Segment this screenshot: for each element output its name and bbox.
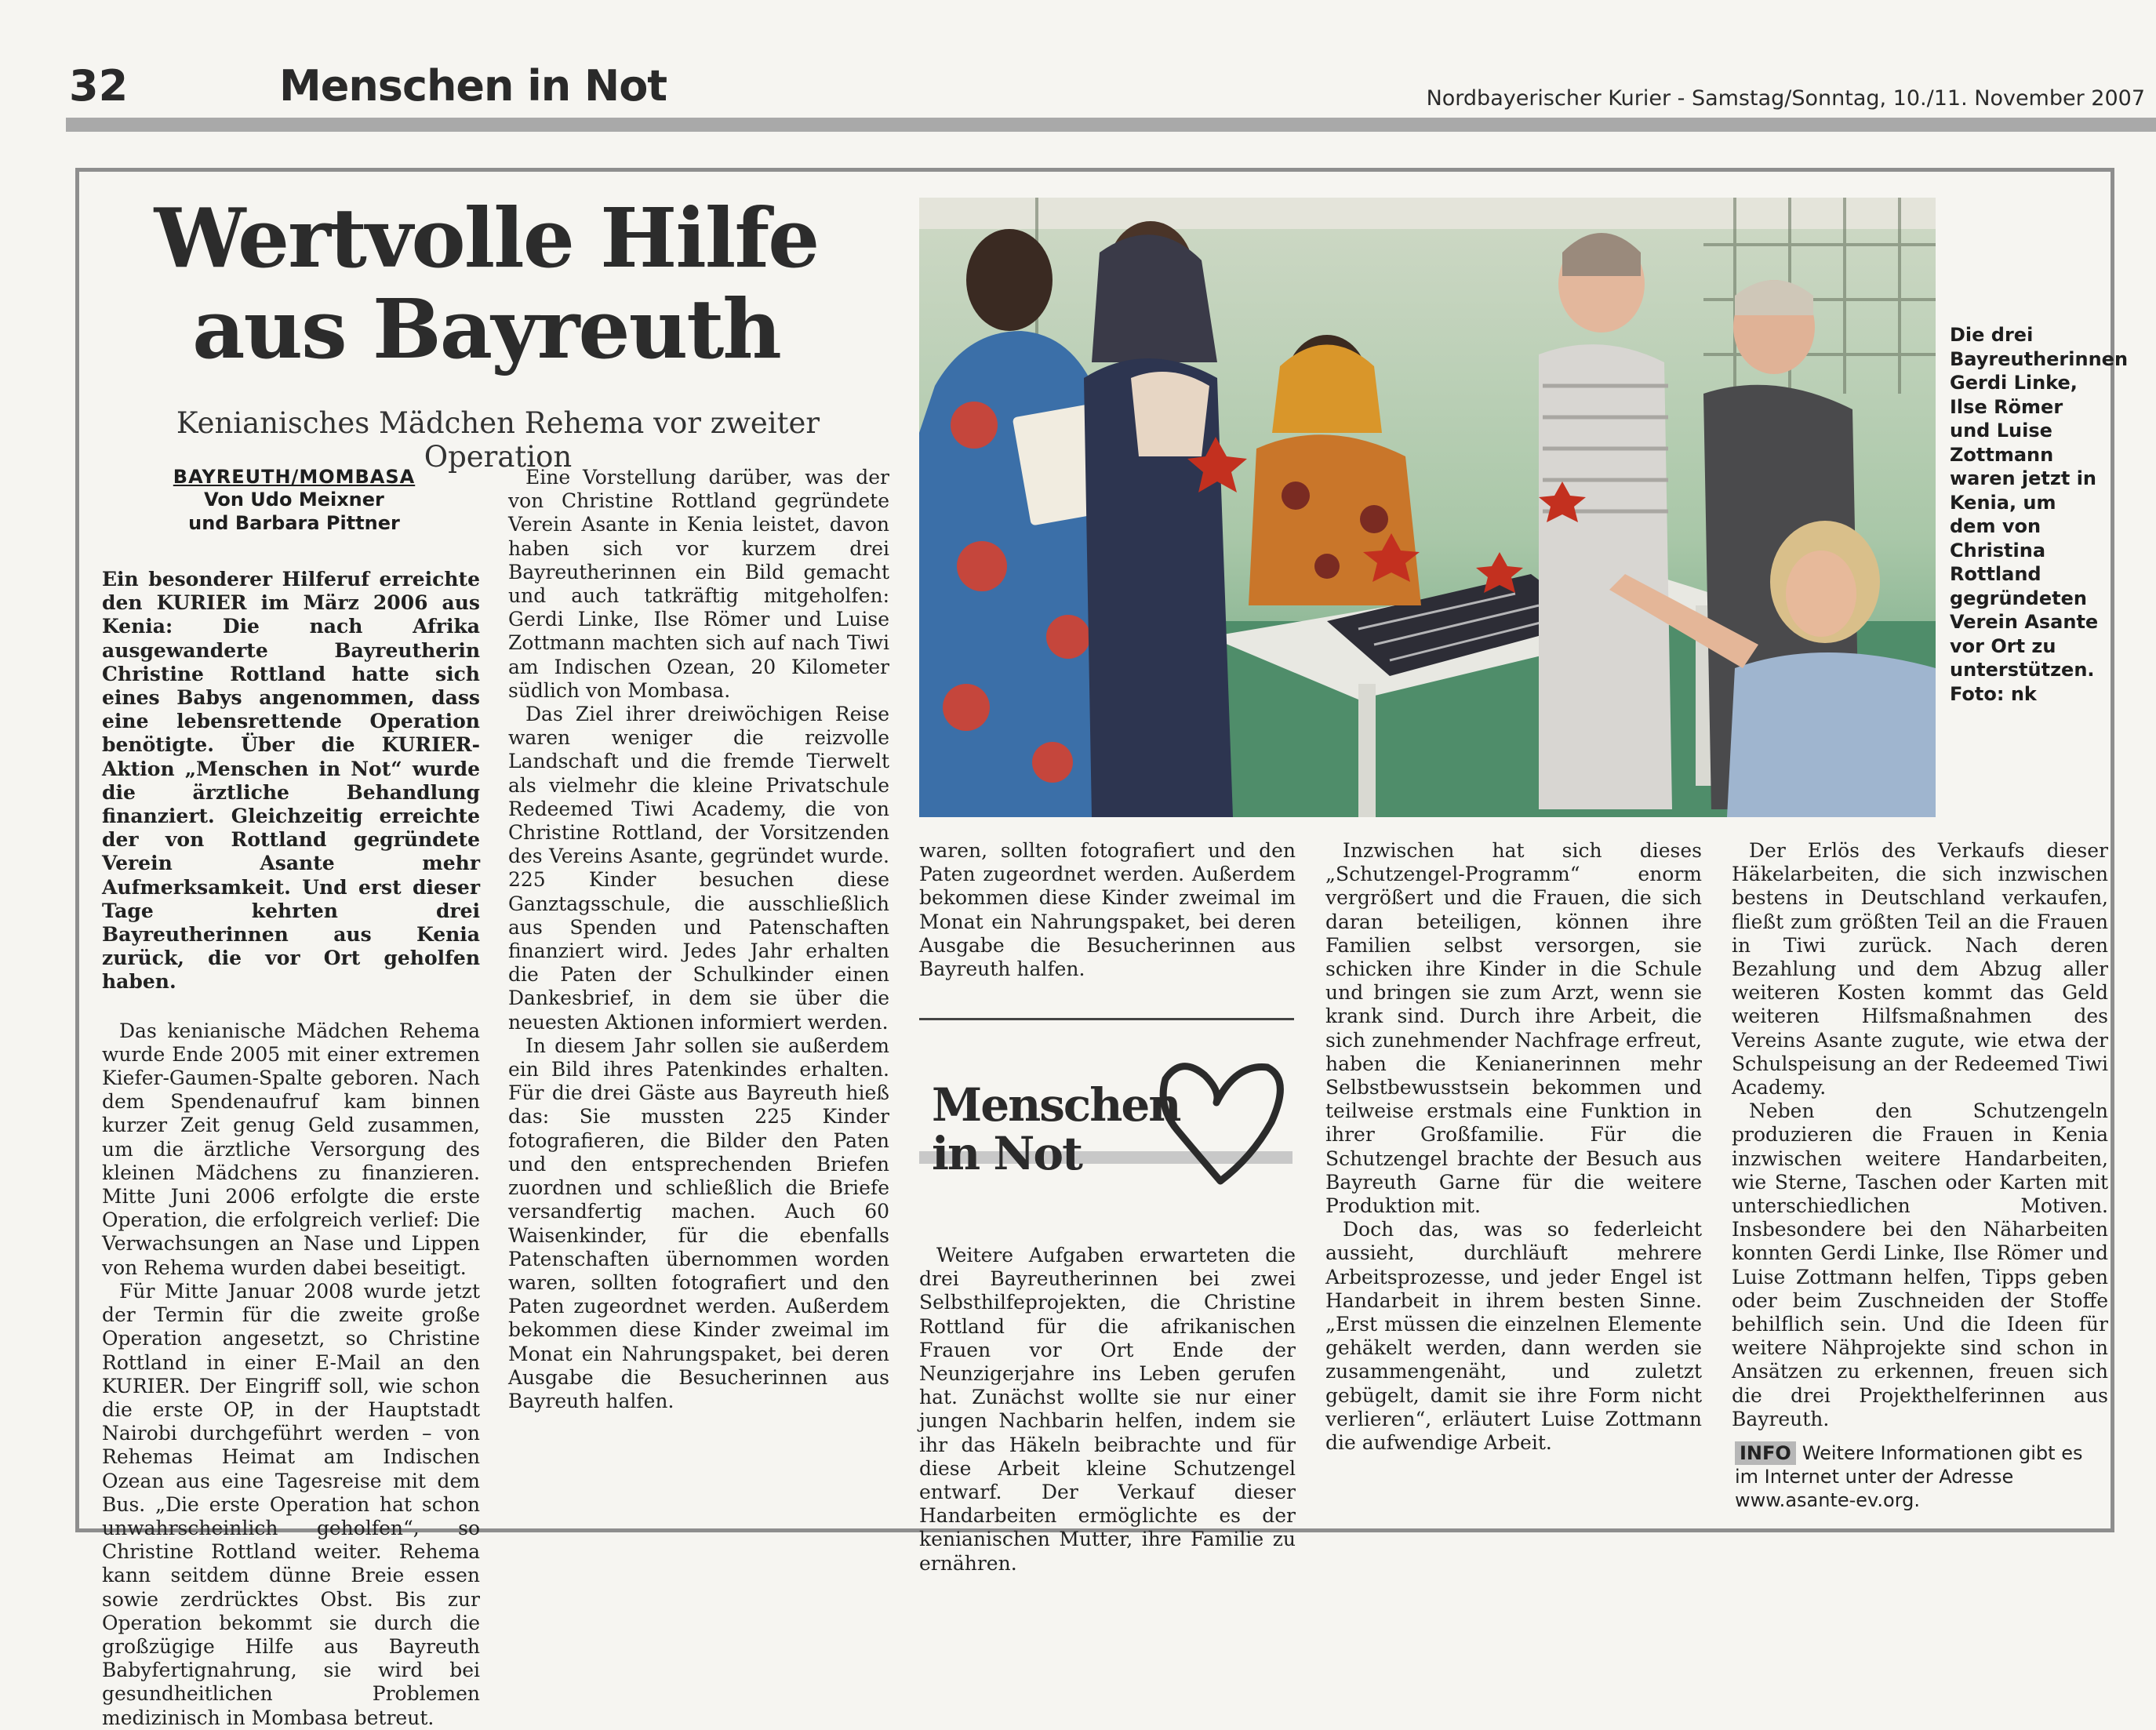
body-paragraph-continued: waren, sollten fotografiert und den Paten zugeordnet werden. Außerdem bekommen diese Kinder zweimal im Monat ein Nahrungspaket, bei deren Ausgabe die Besucherinnen aus Bayreuth halfen.: [919, 839, 1296, 981]
body-paragraph: Eine Vorstellung darüber, was der von Christine Rottland gegründete Verein Asante in Kenia leistet, davon haben sich vor kurzem drei Bayreutherinnen ein Bild gemacht und auch tatkräftig mitgeholfen: Gerdi Linke, Ilse Römer und Luise Zottmann machten sich auf nach Tiwi am Indischen Ozean, 20 Kilometer südlich von Mombasa.: [508, 466, 889, 702]
text-column-3: [919, 839, 1296, 981]
body-paragraph: Doch das, was so federleicht aussieht, durchläuft mehrere Arbeitsprozesse, und jeder Engel ist Handarbeit in ihrem besten Sinne. „Erst müssen die einzelnen Elemente gehäkelt werden, dann werden sie zusammengenäht, und zuletzt gebügelt, damit sie ihre Form nicht verlieren“, erläutert Luise Zottmann die aufwendige Arbeit.: [1325, 1218, 1702, 1455]
headline-line-2: aus Bayreuth: [192, 281, 780, 377]
header-rule: [66, 118, 2156, 132]
page-number: 32: [69, 61, 129, 111]
byline: [102, 466, 486, 535]
body-paragraph: Das Ziel ihrer dreiwöchigen Reise waren weniger die reizvolle Landschaft und die fremde Tierwelt als vielmehr die kleine Privatschule Redeemed Tiwi Academy, die von Christine Rottland, der Vorsitzenden des Vereins Asante, gegründet wurde. 225 Kinder besuchen diese Ganztagsschule, die ausschließlich aus Spenden und Patenschaften finanziert wird. Jedes Jahr erhalten die Paten der Schulkinder einen Dankesbrief, in dem sie über die neuesten Aktionen informiert werden.: [508, 703, 889, 1034]
author-line-1: Von Udo Meixner: [204, 489, 384, 511]
photo-caption: Die drei Bayreutherinnen Gerdi Linke, Ilse Römer und Luise Zottmann waren jetzt in Kenia, um dem von Christina Rottland gegründeten Verein Asante vor Ort zu unterstützen. Foto: nk: [1950, 324, 2129, 705]
logo-rule: [919, 1018, 1294, 1020]
body-paragraph: In diesem Jahr sollen sie außerdem ein Bild ihres Patenkindes erhalten. Für die drei Gäste aus Bayreuth hieß das: Sie mussten 225 Kinder fotografieren, die Bilder den Paten und den entsprechenden Briefen zuordnen und schließlich die Briefe versandfertig machen. Auch 60 Waisenkinder, für die ebenfalls Patenschaften übernommen worden waren, sollten fotografiert und den Paten zugeordnet werden. Außerdem bekommen diese Kinder zweimal im Monat ein Nahrungspaket, bei deren Ausgabe die Besucherinnen aus Bayreuth halfen.: [508, 1034, 889, 1412]
info-text: Weitere Informationen gibt es im Internet unter der Adresse www.asante-ev.org.: [1735, 1442, 2083, 1511]
lead-paragraph: Ein besonderer Hilferuf erreichte den KURIER im März 2006 aus Kenia: Die nach Afrika ausgewanderte Bayreutherin Christine Rottland hatte sich eines Babys angenommen, dass eine lebensrettende Operation benötigte. Über die KURIER-Aktion „Menschen in Not“ wurde die ärztliche Behandlung finanziert. Gleichzeitig erreichte der von Rottland gegründete Verein Asante mehr Aufmerksamkeit. Und erst dieser Tage kehrten drei Bayreutherinnen aus Kenia zurück, die vor Ort geholfen haben.: [102, 568, 480, 994]
body-paragraph: Weitere Aufgaben erwarteten die drei Bayreutherinnen bei zwei Selbsthilfeprojekten, die Christine Rottland für die afrikanischen Frauen vor Ort Ende der Neunzigerjahre ins Leben gerufen hat. Zunächst wollte sie nur einer jungen Nachbarin helfen, indem sie ihr das Häkeln beibrachte und für diese Arbeit kleine Schutzengel entwarf. Der Verkauf dieser Handarbeiten ermöglichte es der kenianischen Mutter, ihre Familie zu ernähren.: [919, 1244, 1296, 1575]
info-label: INFO: [1735, 1441, 1796, 1465]
body-paragraph: Das kenianische Mädchen Rehema wurde Ende 2005 mit einer extremen Kiefer-Gaumen-Spalte geboren. Nach dem Spendenaufruf kam binnen kurzer Zeit genug Geld zusammen, um die ärztliche Versorgung des kleinen Mädchens zu finanzieren. Mitte Juni 2006 erfolgte die erste Operation, die erfolgreich verlief: Die Verwachsungen an Nase und Lippen von Rehema wurden dabei beseitigt.: [102, 1019, 480, 1279]
heart-icon: [1142, 1048, 1291, 1197]
body-paragraph: Der Erlös des Verkaufs dieser Häkelarbeiten, die sich inzwischen bestens in Deutschland verkaufen, fließt zum größten Teil an die Frauen in Tiwi zurück. Nach deren Bezahlung und dem Abzug aller weiteren Kosten kommt das Geld weiteren Hilfsmaßnahmen des Vereins Asante zugute, wie etwa der Schulspeisung an der Redeemed Tiwi Academy.: [1732, 839, 2108, 1099]
text-column-2: [508, 466, 889, 1413]
photo-women-with-handicrafts: [919, 198, 1936, 817]
text-column-5: [1732, 839, 2108, 1431]
text-column-1: [102, 568, 480, 1730]
headline: [118, 190, 855, 377]
logo-line-2: in Not: [932, 1127, 1082, 1180]
body-paragraph: Für Mitte Januar 2008 wurde jetzt der Termin für die zweite große Operation angesetzt, so Christine Rottland in einer E-Mail an den KURIER. Der Eingriff soll, wie schon die erste OP, in der Hauptstadt Nairobi durchgeführt werden – von Rehemas Heimat am Indischen Ozean aus eine Tagesreise mit dem Bus. „Die erste Operation hat schon unwahrscheinlich geholfen“, so Christine Rottland weiter. Rehema kann seitdem dünne Breie essen sowie zerdrücktes Obst. Bis zur Operation bekommt sie durch die großzügige Hilfe aus Bayreuth Babyfertignahrung, sie wird bei gesundheitlichen Problemen medizinisch in Mombasa betreut.: [102, 1279, 480, 1729]
dateline: BAYREUTH/MOMBASA: [173, 466, 416, 488]
body-paragraph: Inzwischen hat sich dieses „Schutzengel-Programm“ enorm vergrößert und die Frauen, die sich daran beteiligen, können ihre Familien selbst versorgen, sie schicken ihre Kinder in die Schule und bringen sie zum Arzt, wenn sie krank sind. Durch ihre Arbeit, die sich zunehmender Nachfrage erfreut, haben die Kenianerinnen mehr Selbstbewusstsein bekommen und teilweise erstmals eine Funktion in ihrer Großfamilie. Für die Schutzengel brachte der Besuch aus Bayreuth Garne für die weitere Produktion mit.: [1325, 839, 1702, 1218]
logo-line-1: Menschen: [932, 1078, 1180, 1132]
publication-line: Nordbayerischer Kurier - Samstag/Sonntag, 10./11. November 2007: [1426, 86, 2145, 111]
text-column-4: [1325, 839, 1702, 1455]
author-line-2: und Barbara Pittner: [188, 512, 400, 534]
menschen-in-not-logo: [919, 1048, 1294, 1212]
headline-line-1: Wertvolle Hilfe: [154, 190, 819, 286]
subheadline: Kenianisches Mädchen Rehema vor zweiter Operation: [176, 406, 820, 474]
text-column-3-lower: [919, 1244, 1296, 1576]
section-title: Menschen in Not: [279, 61, 667, 111]
info-box: [1735, 1441, 2111, 1512]
article-photo: [919, 198, 1936, 817]
body-paragraph: Neben den Schutzengeln produzieren die Frauen in Kenia inzwischen weitere Handarbeiten, wie Sterne, Taschen oder Karten mit unterschiedlichen Motiven. Insbesondere bei den Näharbeiten konnten Gerdi Linke, Ilse Römer und Luise Zottmann helfen, Tipps geben oder beim Zuschneiden der Stoffe behilflich sein. Und die Ideen für weitere Nähprojekte sind schon in Ansätzen zu erkennen, freuen sich die drei Projekthelferinnen aus Bayreuth.: [1732, 1099, 2108, 1430]
